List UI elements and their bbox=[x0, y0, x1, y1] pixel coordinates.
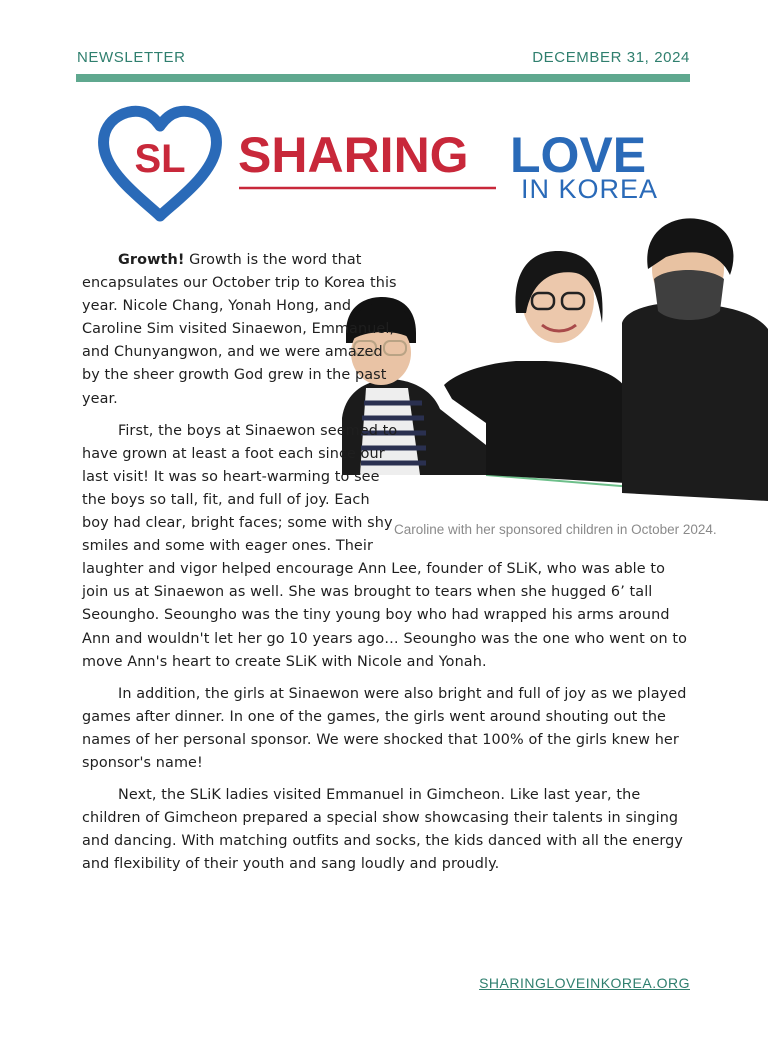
paragraph-2: First, the boys at Sinaewon seemed to have grown at least a foot each since our last visit! It was so heart-warming to see the boys so tall, fit, and full of joy. Each boy had clear, bright faces; some with shy smiles and some with eager ones. Their laughter and vigor helped encourage Ann Lee, founder of SLiK, who was able to join us at Sinaewon as well. She was brought to tears when she hugged 6’ tall Seoungho. Seoungho was the tiny young boy who had wrapped his arms around Ann and wouldn't let her go 10 years ago… Seoungho was the one who went on to move Ann's heart to create SLiK with Nicole and Yonah. bbox=[82, 422, 688, 670]
logo-word-sharing: SHARING bbox=[238, 127, 469, 183]
sharing-love-in-korea-logo bbox=[98, 104, 666, 224]
photo-wrap-spacer bbox=[406, 249, 694, 549]
logo-tagline: IN KOREA bbox=[520, 174, 658, 204]
photo-caption: Caroline with her sponsored children in October 2024. bbox=[394, 522, 717, 537]
newsletter-date: DECEMBER 31, 2024 bbox=[532, 49, 690, 66]
newsletter-label: NEWSLETTER bbox=[77, 49, 186, 66]
logo-mark-text: SL bbox=[134, 137, 186, 181]
paragraph-3: In addition, the girls at Sinaewon were also bright and full of joy as we played games after dinner. In one of the games, the girls went around shouting out the names of her personal sponsor. We were shocked that 100% of the girls knew her sponsor's name! bbox=[82, 685, 687, 771]
header-divider bbox=[76, 74, 690, 82]
article-body bbox=[82, 249, 694, 885]
website-link[interactable]: SHARINGLOVEINKOREA.ORG bbox=[479, 975, 690, 991]
logo-word-love: LOVE bbox=[510, 127, 647, 183]
paragraph-1-text: Growth is the word that encapsulates our October trip to Korea this year. Nicole Chang, Yonah Hong, and Caroline Sim visited Sinaewon, Emmanuel, and Chunyangwon, and we were amazed by the sheer growth God grew in the past year. bbox=[82, 252, 397, 407]
paragraph-4: Next, the SLiK ladies visited Emmanuel in Gimcheon. Like last year, the children of Gimcheon prepared a special show showcasing their talents in singing and dancing. With matching outfits and socks, the kids danced with all the energy and flexibility of their youth and sang loudly and proudly. bbox=[82, 787, 684, 873]
paragraph-1-lead: Growth! bbox=[118, 252, 185, 268]
